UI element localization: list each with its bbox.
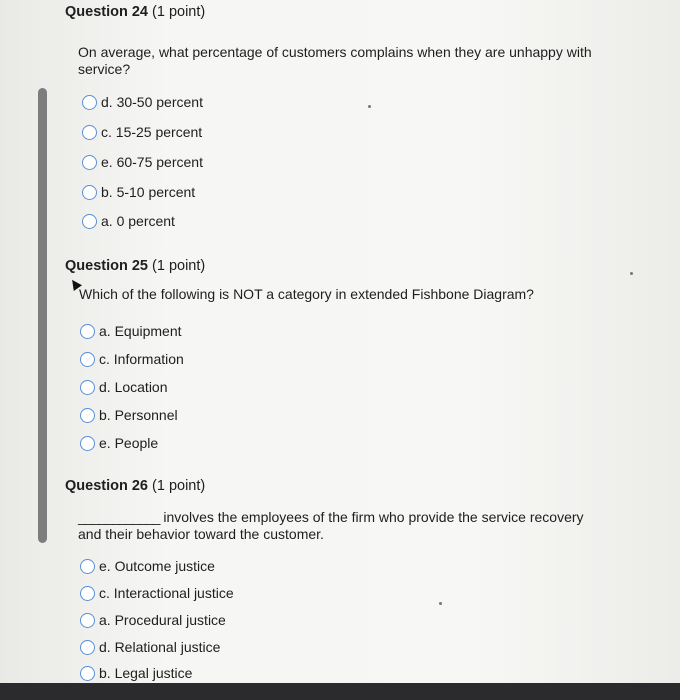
question-26-label: Question 26 [65,478,148,494]
radio-button[interactable] [80,640,95,655]
q24-option-1[interactable] [82,94,203,110]
option-label: e. People [99,435,159,451]
option-label: b. Legal justice [99,665,193,681]
fill-in-blank: ____________ [78,509,160,525]
option-label: c. Information [99,351,184,367]
question-26-title [65,478,205,494]
q25-option-2[interactable] [80,351,184,367]
q24-option-2[interactable] [82,124,202,140]
option-label: c. 15-25 percent [101,124,203,140]
option-label: d. 30-50 percent [101,94,203,110]
option-label: c. Interactional justice [99,585,234,601]
option-label: b. Personnel [99,407,178,423]
radio-button[interactable] [82,155,97,170]
question-25-points: (1 point) [152,258,206,274]
option-label: e. Outcome justice [99,558,215,574]
option-label: a. Procedural justice [99,612,226,628]
question-24-text: On average, what percentage of customers complains when they are unhappy with service? [78,44,592,77]
option-label: d. Location [99,379,168,395]
radio-button[interactable] [80,352,95,367]
question-25-title [65,258,205,274]
q24-option-3[interactable] [82,154,203,170]
radio-button[interactable] [80,380,95,395]
q24-option-5[interactable] [82,213,175,229]
scroll-indicator-bar[interactable] [38,88,47,543]
q25-option-5[interactable] [80,435,158,451]
question-25-label: Question 25 [65,258,148,274]
option-label: a. Equipment [99,323,182,339]
radio-button[interactable] [82,95,97,110]
screen-speck [630,272,633,275]
q25-option-3[interactable] [80,379,168,395]
q24-option-4[interactable] [82,184,195,200]
radio-button[interactable] [82,125,97,140]
radio-button[interactable] [80,559,95,574]
radio-button[interactable] [80,324,95,339]
radio-button[interactable] [82,214,97,229]
radio-button[interactable] [80,666,95,681]
question-25-text: Which of the following is NOT a category in extended Fishbone Diagram? [79,286,534,302]
screen-speck [439,602,442,605]
question-24-points: (1 point) [152,4,206,20]
screen-speck [368,105,371,108]
q26-option-3[interactable] [80,612,226,628]
question-26-points: (1 point) [152,478,206,494]
radio-button[interactable] [80,586,95,601]
q26-option-4[interactable] [80,639,220,655]
q26-option-1[interactable] [80,558,215,574]
option-label: b. 5-10 percent [101,184,196,200]
option-label: a. 0 percent [101,213,175,229]
q25-option-4[interactable] [80,407,178,423]
q26-option-5[interactable] [80,665,192,681]
radio-button[interactable] [80,613,95,628]
question-26-text [78,509,598,543]
q26-option-2[interactable] [80,585,234,601]
radio-button[interactable] [80,436,95,451]
question-26-body: involves the employees of the firm who provide the service recovery and their behavior toward the customer. [78,509,584,542]
radio-button[interactable] [82,185,97,200]
bottom-bezel [0,683,680,700]
question-24-label: Question 24 [65,4,148,20]
q25-option-1[interactable] [80,323,182,339]
option-label: e. 60-75 percent [101,154,203,170]
radio-button[interactable] [80,408,95,423]
question-24-title [65,4,205,20]
option-label: d. Relational justice [99,639,221,655]
